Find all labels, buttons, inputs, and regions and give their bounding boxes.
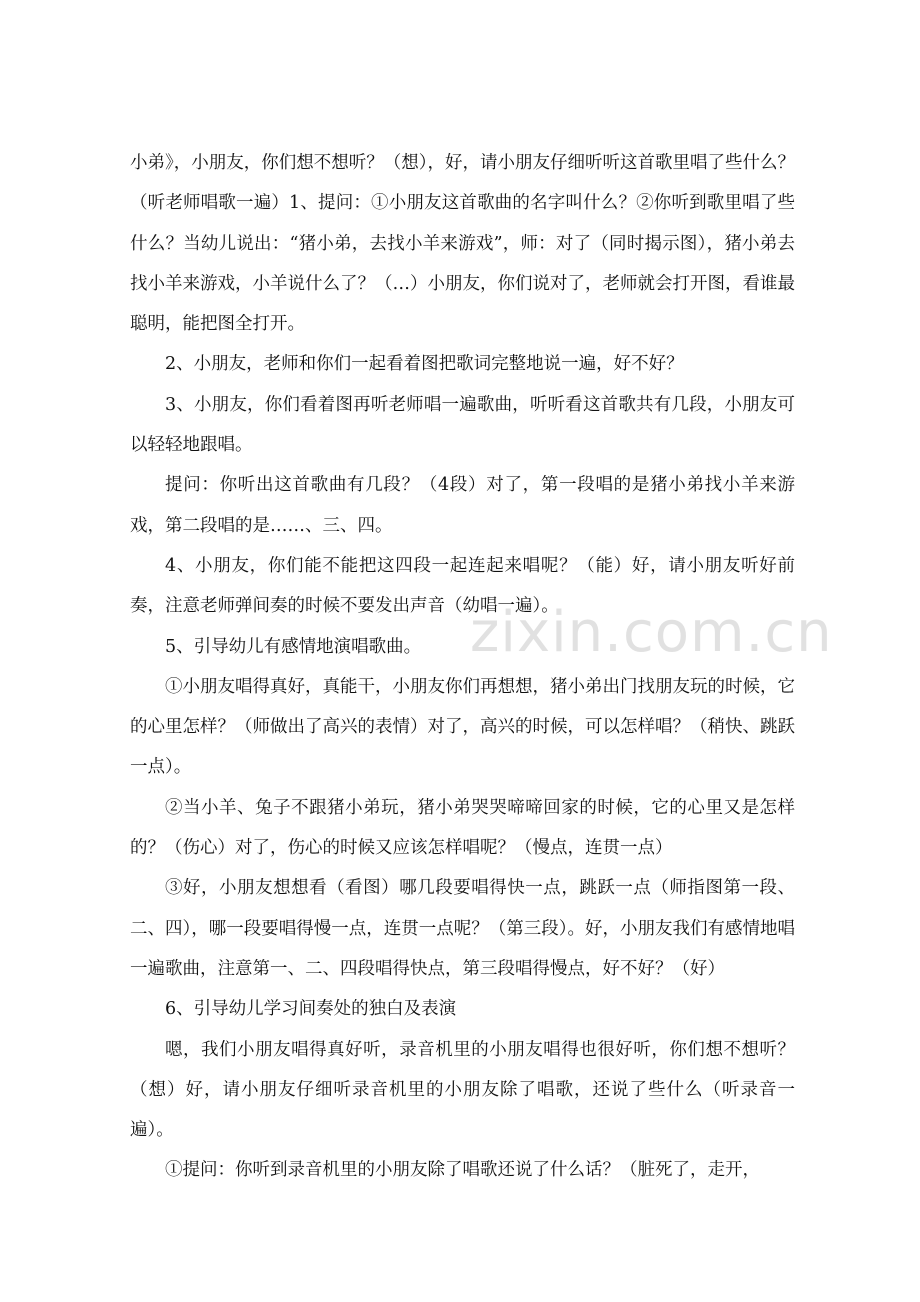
paragraph-item-1: ①小朋友唱得真好，真能干，小朋友你们再想想，猪小弟出门找朋友玩的时候，它的心里怎样？（师做出了高兴的表情）对了，高兴的时候，可以怎样唱？（稍快、跳跃一点）。 (130, 676, 795, 778)
paragraph-item-2: ②当小羊、兔子不跟猪小弟玩，猪小弟哭哭啼啼回家的时候，它的心里又是怎样的？（伤心）对了，伤心的时候又应该怎样唱呢？（慢点，连贯一点） (130, 797, 795, 859)
paragraph-step-2: 2、小朋友，老师和你们一起看着图把歌词完整地说一遍，好不好？ (165, 354, 684, 375)
watermark: zixin.com.cn (470, 600, 833, 665)
paragraph-step-5: 5、引导幼儿有感情地演唱歌曲。 (165, 636, 422, 657)
paragraph-recording: 嗯，我们小朋友唱得真好听，录音机里的小朋友唱得也很好听，你们想不想听？（想）好，请小朋友仔细听录音机里的小朋友除了唱歌，还说了些什么（听录音一遍）。 (130, 1039, 795, 1141)
paragraph-item-3: ③好，小朋友想想看（看图）哪几段要唱得快一点，跳跃一点（师指图第一段、二、四），哪一段要唱得慢一点，连贯一点呢？（第三段）。好，小朋友我们有感情地唱一遍歌曲，注意第一、二、四段唱得快点，第三段唱得慢点，好不好？（好） (130, 878, 795, 979)
paragraph-step-3: 3、小朋友，你们看着图再听老师唱一遍歌曲，听听看这首歌共有几段，小朋友可以轻轻地跟唱。 (130, 394, 795, 456)
paragraph-step-4: 4、小朋友，你们能不能把这四段一起连起来唱呢？（能）好，请小朋友听好前奏，注意老师弹间奏的时候不要发出声音（幼唱一遍）。 (130, 555, 795, 617)
paragraph-step-6: 6、引导幼儿学习间奏处的独白及表演 (165, 999, 457, 1020)
paragraph-question-recording: ①提问：你听到录音机里的小朋友除了唱歌还说了什么话？（脏死了，走开， (165, 1160, 760, 1181)
paragraph-question-sections: 提问：你听出这首歌曲有几段？（4段）对了，第一段唱的是猪小弟找小羊来游戏，第二段唱的是……、三、四。 (130, 475, 795, 536)
document-body (130, 143, 795, 1191)
paragraph-continuation: 小弟》，小朋友，你们想不想听？（想），好，请小朋友仔细听听这首歌里唱了些什么？（听老师唱歌一遍）1、提问：①小朋友这首歌曲的名字叫什么？②你听到歌里唱了些什么？当幼儿说出：“猪小弟，去找小羊来游戏”，师：对了（同时揭示图），猪小弟去找小羊来游戏，小羊说什么了？（…）小朋友，你们说对了，老师就会打开图，看谁最聪明，能把图全打开。 (130, 153, 795, 335)
